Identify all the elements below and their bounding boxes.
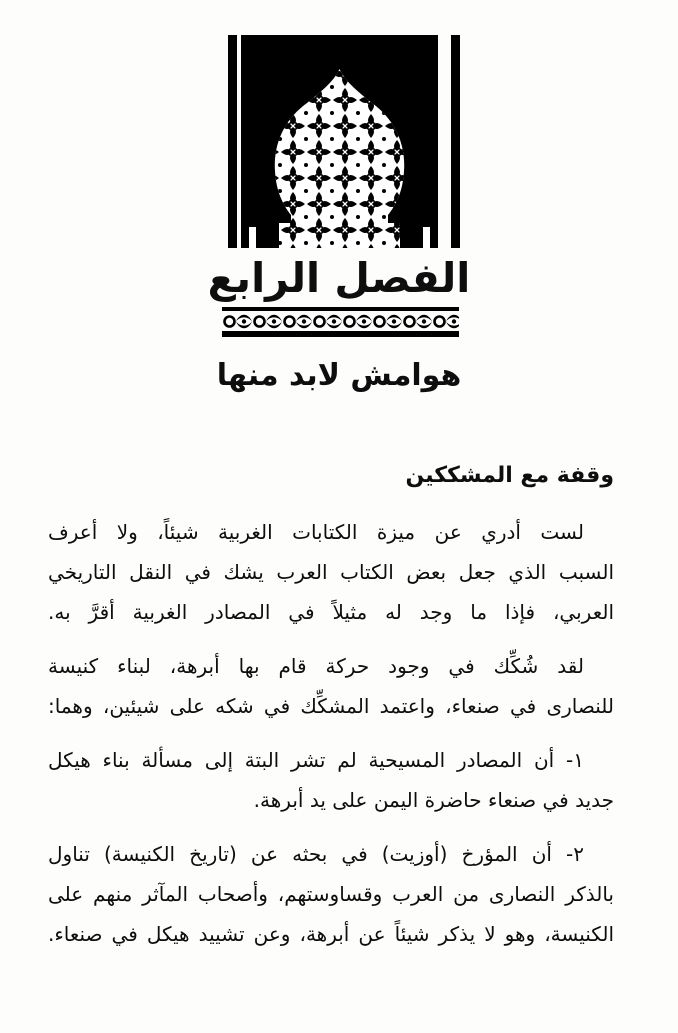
text-line: ١- أن المصادر المسيحية لم تشر البتة إلى مسألة بناء هيكل (48, 748, 584, 772)
text-line: جديد في صنعاء حاضرة اليمن على يد أبرهة. (253, 788, 614, 812)
chapter-heading: الفصل الرابع (207, 254, 471, 302)
text-line: للنصارى في صنعاء، واعتمد المشكِّك في شكه على شيئين، وهما: (48, 694, 614, 718)
paragraph (48, 646, 614, 726)
text-line: لقد شُكِّك في وجود حركة قام بها أبرهة، لبناء كنيسة (48, 654, 584, 678)
arch-ornament-icon (228, 35, 460, 248)
text-line: العربي، فإذا ما وجد له مثيلاً في المصادر الغربية أقرَّ به. (48, 600, 614, 624)
text-line: لست أدري عن ميزة الكتابات الغربية شيئاً، ولا أعرف (48, 520, 584, 544)
text-line: السبب الذي جعل بعض الكتاب العرب يشك في النقل التاريخي (48, 560, 614, 584)
paragraph (48, 512, 614, 632)
page-title: هوامش لابد منها (216, 358, 462, 393)
text-line: ٢- أن المؤرخ (أوزيت) في بحثه عن (تاريخ الكنيسة) تناول (48, 842, 584, 866)
text-line: بالذكر النصارى من العرب وقساوستهم، وأصحاب المآثر منهم على (48, 882, 614, 906)
paragraph (48, 740, 614, 820)
body-text (48, 460, 614, 954)
paragraph (48, 834, 614, 954)
arch-ornament (228, 35, 460, 248)
text-line: الكنيسة، وهو لا يذكر شيئاً عن أبرهة، وعن تشييد هيكل في صنعاء. (48, 922, 614, 946)
section-heading: وقفة مع المشككين (405, 463, 614, 488)
arabesque-band-icon (222, 307, 459, 337)
